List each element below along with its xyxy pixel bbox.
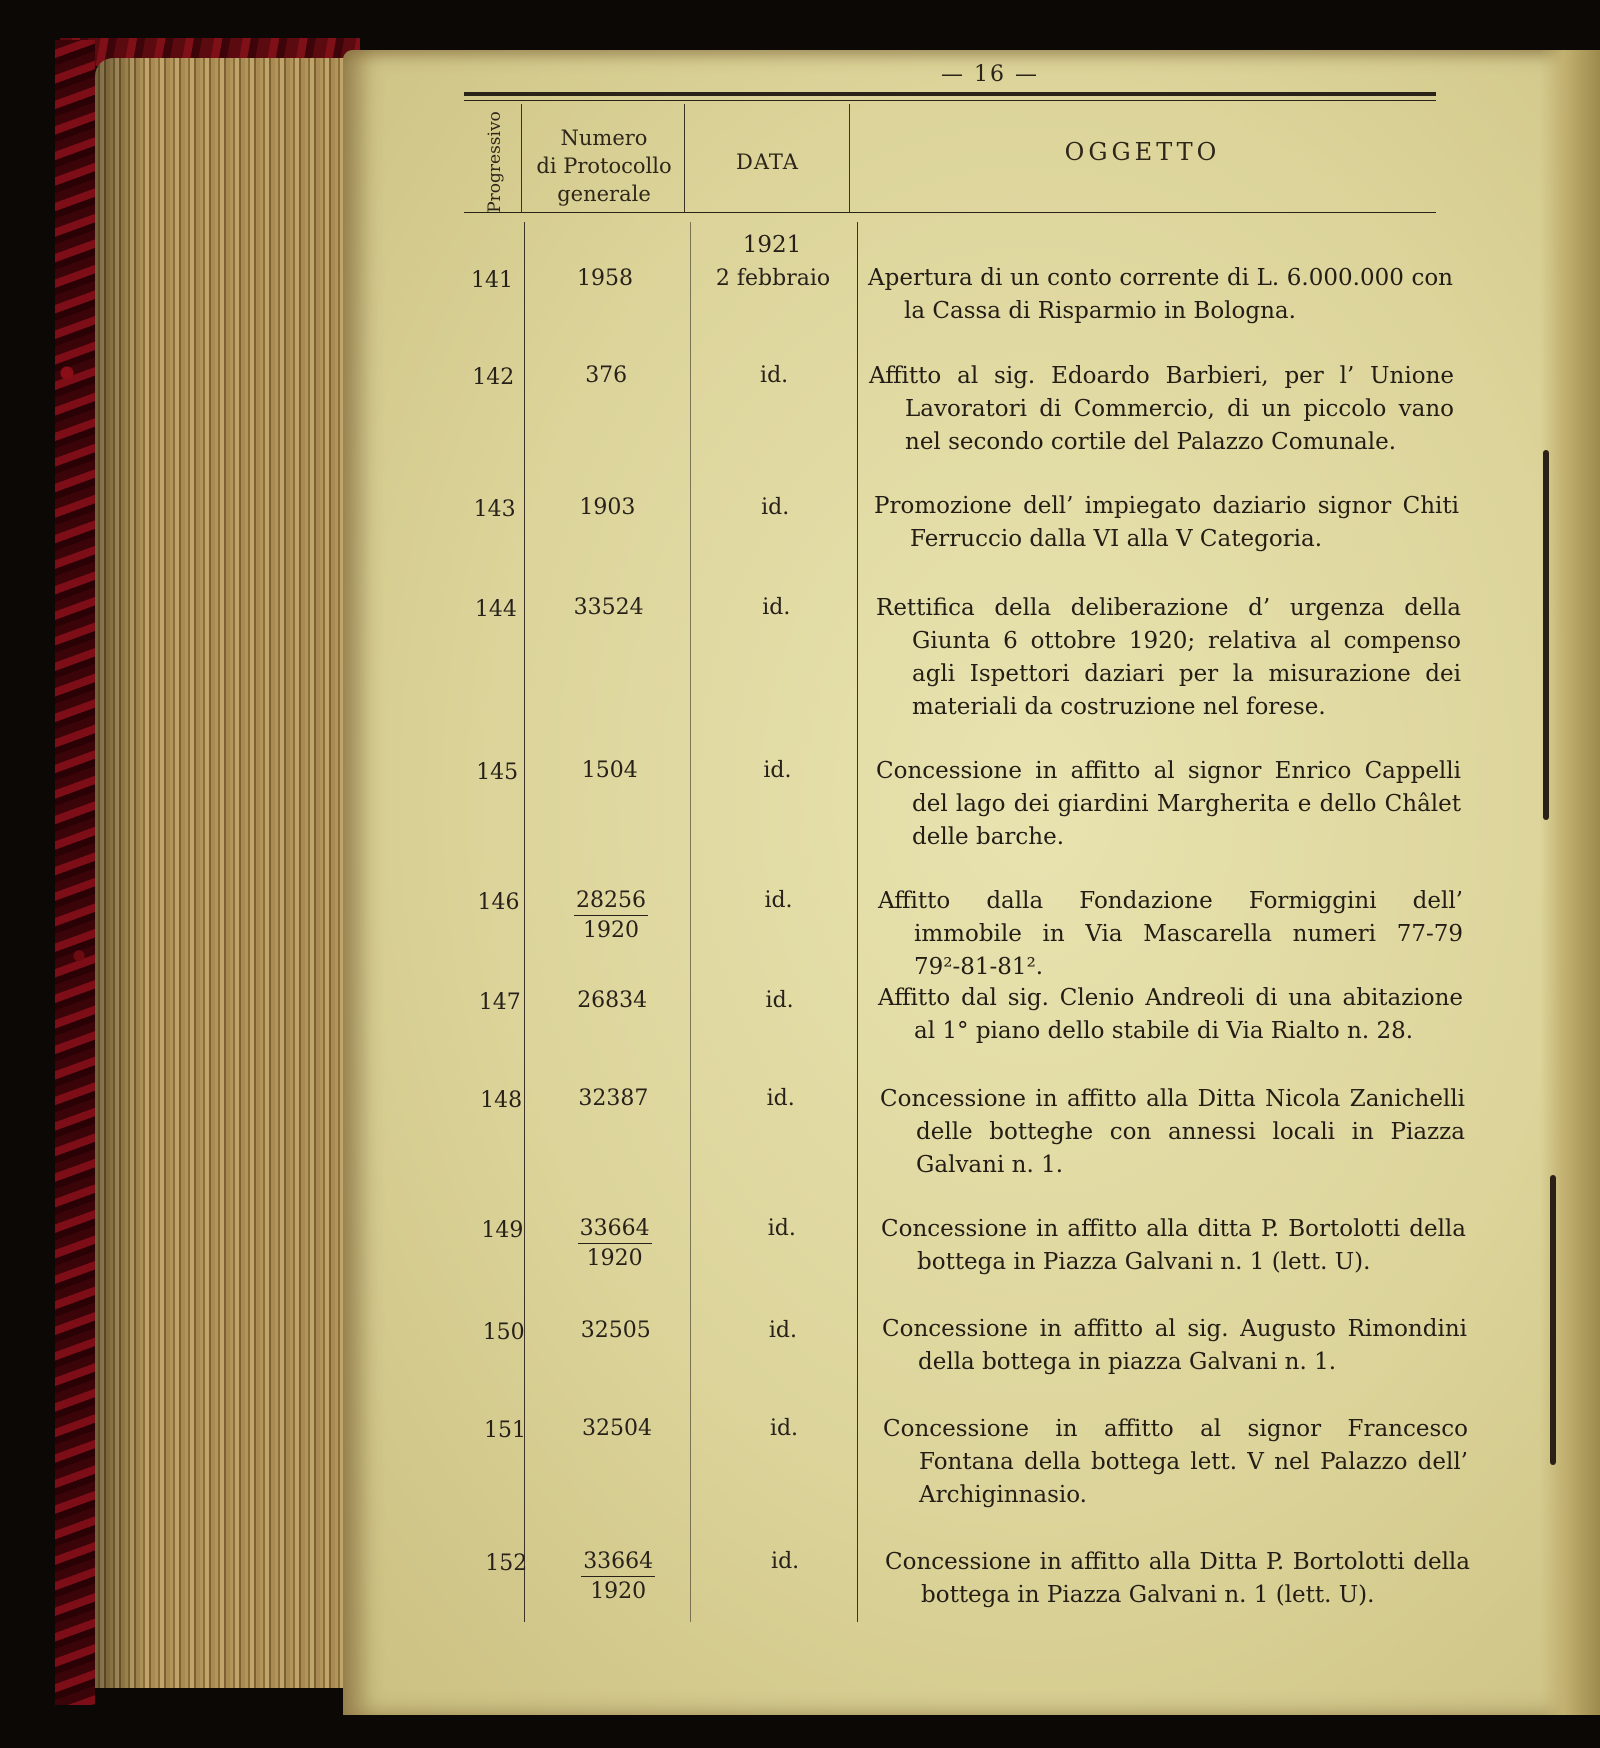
page-edges [95,58,350,1688]
row-date: id. [768,1318,797,1343]
row-date: id. [764,888,793,913]
row-date: id. [769,1416,799,1441]
row-oggetto: Concessione in affitto alla Ditta P. Bortolotti della bottega in Piazza Galvani n. 1 (lett. U). [885,1549,1470,1608]
header-numero: Numero di Protocollo generale [536,126,672,206]
table-top-rule-thin [464,100,1436,101]
row-progressivo: 149 [481,1218,524,1243]
row-progressivo: 150 [482,1320,525,1345]
protocol-number: 33664 [578,1216,652,1244]
row-progressivo: 145 [476,760,519,785]
row-oggetto: Affitto dalla Fondazione Formiggini dell’ immobile in Via Mascarella numeri 77-79 79²-81-81². [878,888,1463,980]
row-progressivo: 142 [472,365,515,390]
row-date: id. [761,495,790,520]
column-divider [690,222,691,1622]
book-binding [55,40,95,1705]
row-protocol-number: 32505 [580,1318,651,1343]
row-progressivo: 152 [485,1551,528,1576]
row-date: id. [762,595,791,620]
row-protocol-number: 26834 [577,988,648,1013]
row-progressivo: 147 [478,990,521,1015]
protocol-number: 33664 [581,1549,655,1577]
row-oggetto: Apertura di un conto corrente di L. 6.000.000 con la Cassa di Risparmio in Bologna. [868,265,1453,324]
row-oggetto: Concessione in affitto al signor Enrico Cappelli del lago dei giardini Margherita e dello Châlet delle barche. [876,758,1461,850]
row-protocol-number [551,888,671,943]
row-progressivo: 146 [477,890,520,915]
clip-mark [1550,1175,1556,1465]
row-date: id. [760,363,789,388]
page-right-edge [1540,50,1600,1715]
header-oggetto: OGGETTO [1064,138,1221,166]
clip-mark [1543,450,1549,820]
row-progressivo: 143 [473,497,516,522]
protocol-year: 1920 [583,918,639,943]
row-date: id. [765,988,794,1013]
header-data: DATA [736,150,799,174]
row-protocol-number: 1958 [577,266,633,291]
row-protocol-number: 376 [585,363,628,388]
row-date: 2 febbraio [715,266,831,291]
table-header-rule [464,212,1436,213]
row-date: id. [771,1549,800,1574]
row-oggetto: Affitto dal sig. Clenio Andreoli di una abitazione al 1° piano dello stabile di Via Rialto n. 28. [878,985,1463,1044]
row-protocol-number [558,1549,678,1604]
protocol-number: 28256 [574,888,648,916]
row-protocol-number: 1903 [579,495,636,520]
column-divider [684,104,685,212]
row-date: id. [766,1086,795,1111]
row-protocol-number: 32504 [582,1416,652,1441]
row-protocol-number: 33524 [573,595,644,620]
row-protocol-number [555,1216,675,1271]
row-protocol-number: 32387 [578,1086,649,1111]
protocol-year: 1920 [590,1579,647,1604]
row-date: id. [767,1216,796,1241]
year-label: 1921 [742,232,802,258]
row-progressivo: 151 [484,1418,526,1443]
row-oggetto: Affitto al sig. Edoardo Barbieri, per l’ Unione Lavoratori di Commercio, di un piccolo vano nel secondo cortile del Palazzo Comunale. [869,363,1454,455]
row-progressivo: 148 [480,1088,523,1113]
page-number: — 16 — [941,62,1039,87]
row-protocol-number: 1504 [581,758,638,783]
header-progressivo: Progressivo [485,111,505,213]
table-top-rule [464,92,1436,96]
row-progressivo: 141 [471,268,513,293]
column-divider [521,104,522,212]
column-divider [524,222,525,1622]
row-oggetto: Concessione in affitto alla ditta P. Bortolotti della bottega in Piazza Galvani n. 1 (lett. U). [881,1216,1466,1275]
row-oggetto: Promozione dell’ impiegato daziario signor Chiti Ferruccio dalla VI alla V Categoria. [874,493,1459,552]
row-oggetto: Rettifica della deliberazione d’ urgenza della Giunta 6 ottobre 1920; relativa al compenso agli Ispettori daziari per la misurazione dei materiali da costruzione nel forese. [876,595,1461,720]
protocol-year: 1920 [586,1246,643,1271]
row-oggetto: Concessione in affitto al signor Francesco Fontana della bottega lett. V nel Palazzo dell’ Archiginnasio. [883,1416,1468,1508]
row-progressivo: 144 [474,597,517,622]
row-date: id. [763,758,792,783]
row-oggetto: Concessione in affitto al sig. Augusto Rimondini della bottega in piazza Galvani n. 1. [882,1316,1467,1375]
row-oggetto: Concessione in affitto alla Ditta Nicola Zanichelli delle botteghe con annessi locali in Piazza Galvani n. 1. [880,1086,1465,1178]
column-divider [857,222,858,1622]
